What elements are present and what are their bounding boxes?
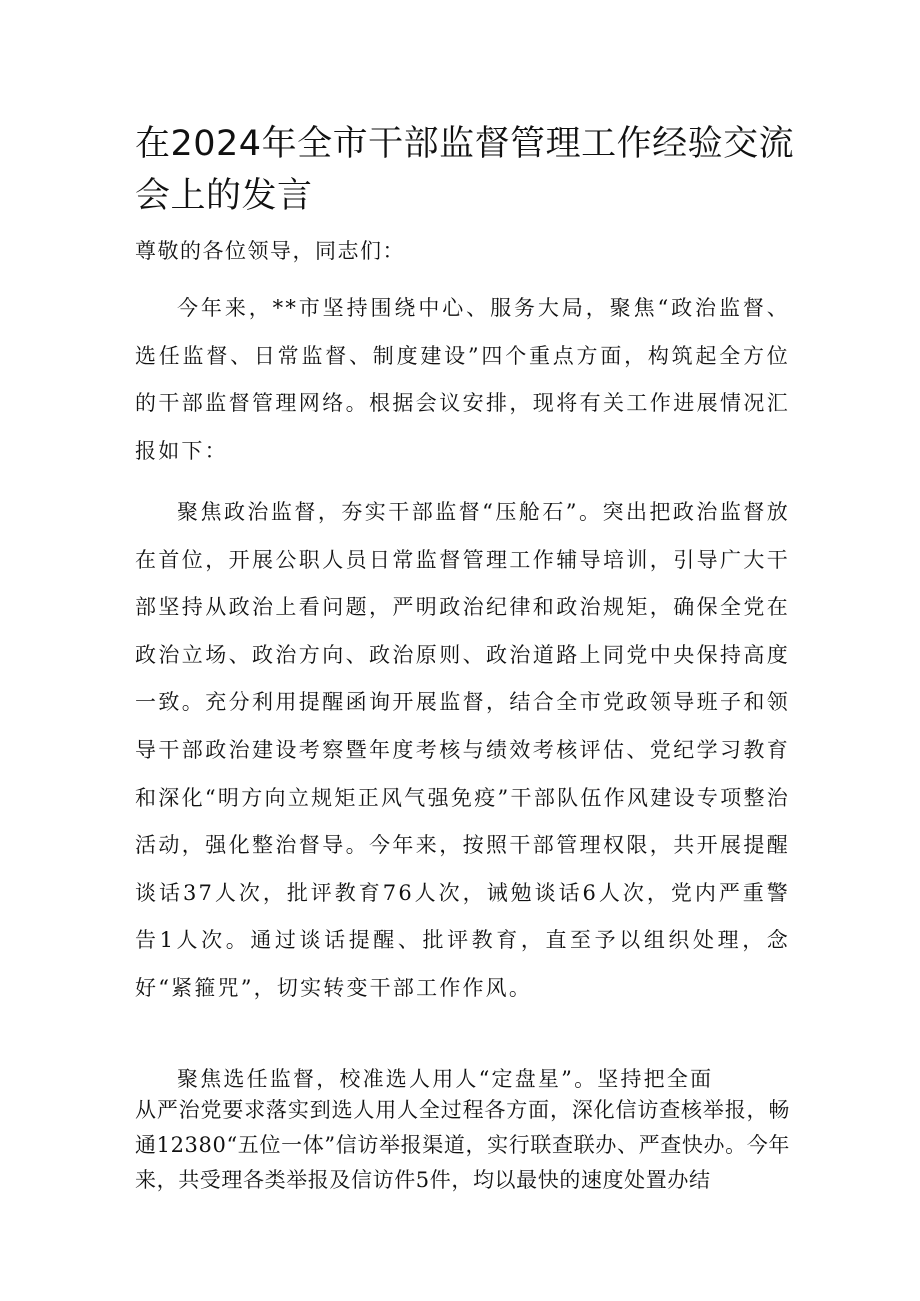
paragraph-political-supervision: 聚焦政治监督，夯实干部监督“压舱石”。突出把政治监督放在首位，开展公职人员日常监督管理工作辅导培训，引导广大干部坚持从政治上看问题，严明政治纪律和政治规矩，确保全党在政治立场、政治方向、政治原则、政治道路上同党中央保持高度一致。充分利用提醒函询开展监督，结合全市党政领导班子和领导干部政治建设考察暨年度考核与绩效考核评估、党纪学习教育和深化“明方向立规矩正风气强免疫”干部队伍作风建设专项整治活动，强化整治督导。今年来，按照干部管理权限，共开展提醒谈话37人次，批评教育76人次，诫勉谈话6人次，党内严重警告1人次。通过谈话提醒、批评教育，直至予以组织处理，念好“紧箍咒”，切实转变干部工作作风。 — [135, 500, 790, 1000]
paragraph-intro: 今年来，**市坚持围绕中心、服务大局，聚焦“政治监督、选任监督、日常监督、制度建设”四个重点方面，构筑起全方位的干部监督管理网络。根据会议安排，现将有关工作进展情况汇报如下： — [135, 296, 790, 463]
paragraph-selection-supervision-heading: 聚焦选任监督，校准选人用人“定盘星”。坚持把全面 — [177, 1067, 714, 1091]
salutation: 尊敬的各位领导，同志们： — [135, 239, 405, 263]
document-title: 在2024年全市干部监督管理工作经验交流会上的发言 — [135, 124, 795, 216]
paragraph-selection-supervision-body: 从严治党要求落实到选人用人全过程各方面，深化信访查核举报，畅通12380“五位一体”信访举报渠道，实行联查联办、严查快办。今年来，共受理各类举报及信访件5件，均以最快的速度处置办结 — [135, 1098, 790, 1192]
